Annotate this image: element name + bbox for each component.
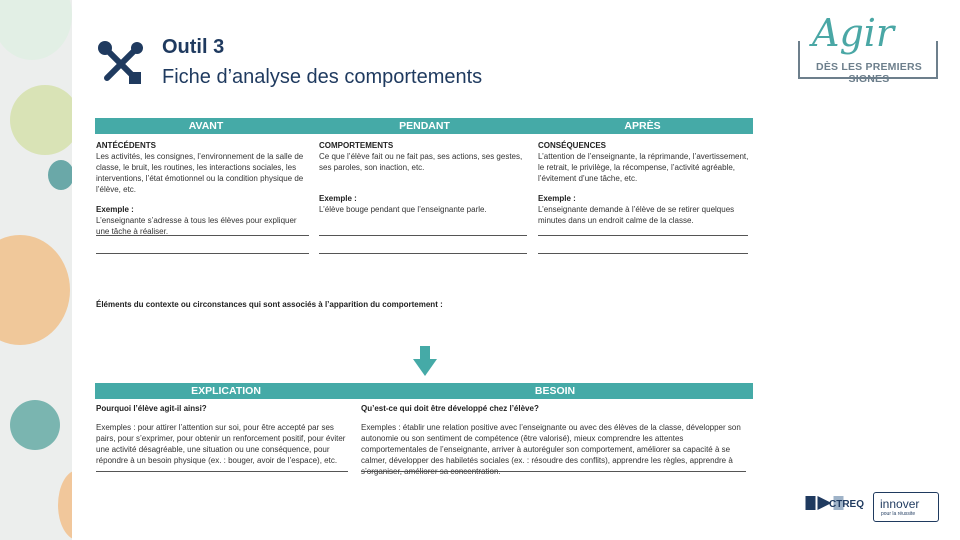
decorative-strip [0, 0, 72, 540]
column-besoin [361, 403, 749, 477]
innover-word: innover [880, 497, 920, 511]
writing-line [538, 235, 748, 236]
example-label: Exemple : [538, 194, 576, 203]
writing-line [96, 471, 348, 472]
decor-circle [10, 400, 60, 450]
innover-subtitle: pour la réussite [881, 511, 916, 517]
header-pendant: PENDANT [317, 118, 532, 134]
column-text: Exemples : établir une relation positive avec l’enseignante ou avec des élèves de la classe, développer son autonomie ou son sentiment de compétence (être valorisé), mieux comprendre les attentes comportementales de l’enseignante, arriver à autoréguler son comportement, améliorer sa capacité à se calmer, développer des habiletés sociales (ex. : résoudre des conflits), apprendre les règles, apprendre à s’organiser, améliorer sa concentration. [361, 423, 741, 476]
agir-logo [798, 11, 940, 85]
writing-line [538, 253, 748, 254]
tools-icon [95, 38, 147, 90]
example-label: Exemple : [319, 194, 357, 203]
example-text: L’enseignante demande à l’élève de se retirer quelques minutes dans un endroit calme de la classe. [538, 205, 735, 225]
header-apres: APRÈS [532, 118, 753, 134]
writing-line [361, 471, 746, 472]
column-heading: ANTÉCÉDENTS [96, 141, 157, 150]
decor-circle [58, 470, 72, 540]
writing-line [319, 235, 527, 236]
example-text: L’élève bouge pendant que l’enseignante parle. [319, 205, 487, 214]
page-title: Outil 3 [162, 36, 225, 58]
header-explication: EXPLICATION [95, 383, 357, 399]
writing-line [319, 253, 527, 254]
column-consequences [538, 140, 750, 226]
page-subtitle: Fiche d’analyse des comportements [162, 66, 483, 88]
column-text: Exemples : pour attirer l’attention sur soi, pour être accepté par ses pairs, pour s’exprimer, pour obtenir un renforcement positif, pour éviter une activité désagréable, une situation ou une conséquence, pour répondre à un besoin physique (ex. : bouger, avoir de l’espace), etc. [96, 423, 346, 465]
writing-line [96, 235, 309, 236]
column-comportements [319, 140, 527, 215]
column-heading: Qu’est-ce qui doit être développé chez l’élève? [361, 404, 539, 413]
column-heading: Pourquoi l’élève agit-il ainsi? [96, 404, 207, 413]
logo-word: Agir [812, 11, 895, 55]
context-label: Éléments du contexte ou circonstances qui sont associés à l’apparition du comportement : [96, 300, 443, 309]
header-avant: AVANT [95, 118, 317, 134]
column-explication [96, 403, 350, 466]
column-antecedents [96, 140, 310, 237]
arrow-down-icon [413, 346, 437, 376]
innover-logo [873, 492, 939, 522]
column-text: Les activités, les consignes, l’environnement de la salle de classe, le bruit, les routines, les interactions sociales, les interventions, l’état émotionnel ou la condition physique de l’élève, etc. [96, 152, 304, 194]
column-text: Ce que l’élève fait ou ne fait pas, ses actions, ses gestes, ses paroles, son inaction, etc. [319, 152, 523, 172]
decor-circle [0, 235, 70, 345]
column-heading: COMPORTEMENTS [319, 141, 394, 150]
decor-circle [48, 160, 72, 190]
decor-circle [10, 85, 72, 155]
ctreq-label: CTREQ [829, 499, 864, 510]
logo-tagline: DÈS LES PREMIERS SIGNES [816, 61, 922, 85]
column-text: L’attention de l’enseignante, la réprimande, l’avertissement, le retrait, le privilège, la récompense, l’activité agréable, l’évitement d’une tâche, etc. [538, 152, 749, 183]
example-label: Exemple : [96, 205, 134, 214]
example-text: L’enseignante s’adresse à tous les élèves pour expliquer une tâche à réaliser. [96, 216, 297, 236]
header-besoin: BESOIN [357, 383, 753, 399]
decor-circle [0, 0, 72, 60]
writing-line [96, 253, 309, 254]
column-heading: CONSÉQUENCES [538, 141, 607, 150]
